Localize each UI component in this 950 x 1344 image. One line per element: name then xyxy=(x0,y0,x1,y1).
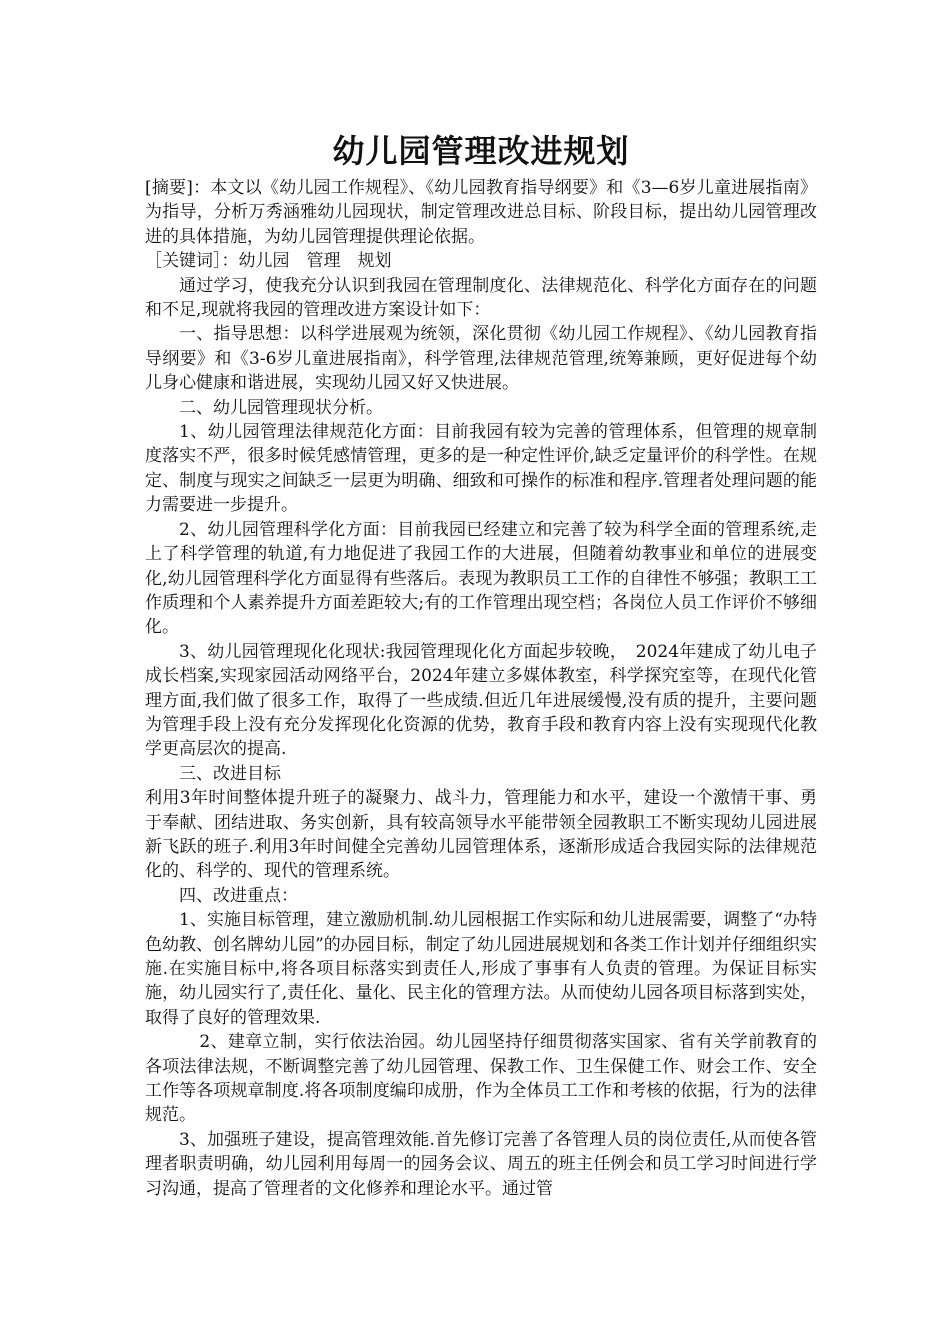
guiding-thought-paragraph: 一、指导思想：以科学进展观为统领，深化贯彻《幼儿园工作规程》、《幼儿园教育指导纲要》和《3-6岁儿童进展指南》，科学管理,法律规范管理,统筹兼顾，更好促进每个幼儿身心健康和谐进展，实现幼儿园又好又快进展。 xyxy=(145,324,817,394)
document-page xyxy=(145,126,817,1201)
status-scientific-paragraph: 2、幼儿园管理科学化方面：目前我园已经建立和完善了较为科学全面的管理系统,走上了科学管理的轨道,有力地促进了我园工作的大进展，但随着幼教事业和单位的进展变化,幼儿园管理科学化方面显得有些落后。表现为教职员工工作的自律性不够强；教职工工作质理和个人素养提升方面差距较大;有的工作管理出现空档；各岗位人员工作评价不够细化。 xyxy=(145,519,817,638)
status-modern-paragraph: 3、幼儿园管理现化化现状:我园管理现化化方面起步较晚， 2024年建成了幼儿电子成长档案,实现家园活动网络平台，2024年建立多媒体教室，科学探究室等，在现代化管理方面,我们做了很多工作，取得了一些成绩.但近几年进展缓慢,没有质的提升，主要问题为管理手段上没有充分发挥现化化资源的优势，教育手段和教育内容上没有实现现代化教学更高层次的提高. xyxy=(145,641,817,760)
section-heading-focus: 四、改进重点： xyxy=(179,885,298,906)
section-heading-status: 二、幼儿园管理现状分析。 xyxy=(179,397,383,418)
status-legal-paragraph: 1、幼儿园管理法律规范化方面：目前我园有较为完善的管理体系，但管理的规章制度落实不严，很多时候凭感情管理，更多的是一种定性评价,缺乏定量评价的科学性。在规定、制度与现实之间缺乏一层更为明确、细致和可操作的标准和程序.管理者处理问题的能力需要进一步提升。 xyxy=(145,422,817,516)
abstract-paragraph: [摘要]：本文以《幼儿园工作规程》、《幼儿园教育指导纲要》和《3—6岁儿童进展指南》为指导，分析万秀涵雅幼儿园现状，制定管理改进总目标、阶段目标，提出幼儿园管理改进的具体措施，为幼儿园管理提供理论依据。 xyxy=(145,178,817,247)
focus-rules-paragraph: 2、建章立制，实行依法治园。幼儿园坚持仔细贯彻落实国家、省有关学前教育的各项法律法规，不断调整完善了幼儿园管理、保教工作、卫生保健工作、财会工作、安全工作等各项规章制度.将各项制度编印成册，作为全体员工工作和考核的依据，行为的法律规范。 xyxy=(145,1032,817,1126)
section-heading-goals: 三、改进目标 xyxy=(179,763,281,784)
document-title: 幼儿园管理改进规划 xyxy=(332,132,630,170)
goals-paragraph: 利用3年时间整体提升班子的凝聚力、战斗力，管理能力和水平，建设一个激情干事、勇于奉献、团结进取、务实创新，具有较高领导水平能带领全园教职工不断实现幼儿园进展新飞跃的班子.利用3年时间健全完善幼儿园管理体系，逐渐形成适合我园实际的法律规范化的、科学的、现代的管理系统。 xyxy=(145,788,817,882)
keywords-line: ［关键词］：幼儿园 管理 规划 xyxy=(145,251,392,272)
intro-paragraph: 通过学习，使我充分认识到我园在管理制度化、法律规范化、科学化方面存在的问题和不足,现就将我园的管理改进方案设计如下： xyxy=(145,275,817,321)
focus-leadership-paragraph: 3、加强班子建设，提高管理效能.首先修订完善了各管理人员的岗位责任,从而使各管理者职责明确，幼儿园利用每周一的园务会议、周五的班主任例会和员工学习时间进行学习沟通，提高了管理者的文化修养和理论水平。通过管 xyxy=(145,1129,817,1199)
focus-target-management-paragraph: 1、实施目标管理，建立激励机制.幼儿园根据工作实际和幼儿进展需要，调整了“办特色幼教、创名牌幼儿园”的办园目标，制定了幼儿园进展规划和各类工作计划并仔细组织实施.在实施目标中,将各项目标落实到责任人,形成了事事有人负责的管理。为保证目标实施，幼儿园实行了,责任化、量化、民主化的管理方法。从而使幼儿园各项目标落到实处，取得了良好的管理效果. xyxy=(145,910,817,1028)
